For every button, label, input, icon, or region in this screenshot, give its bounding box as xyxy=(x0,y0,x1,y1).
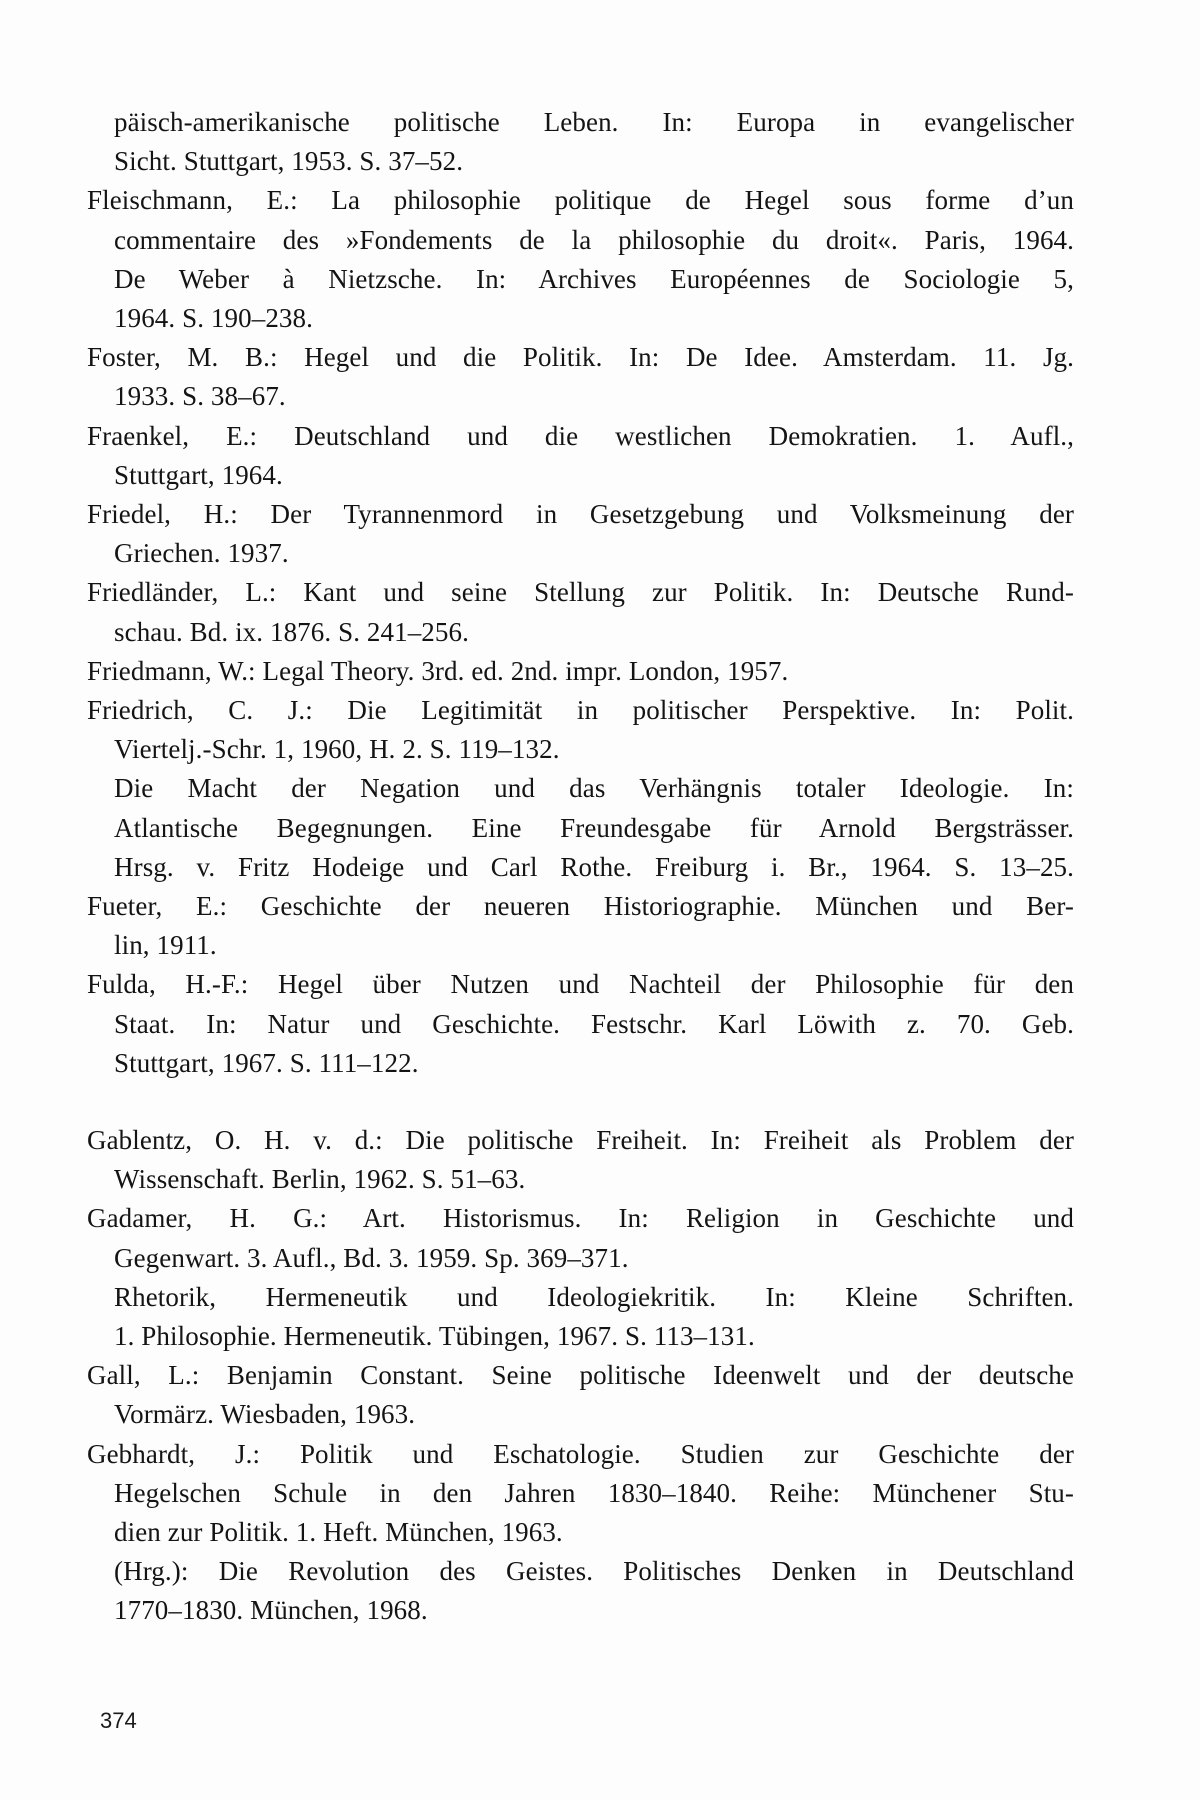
bibliography-entry-continuation-line: 1. Philosophie. Hermeneutik. Tübingen, 1967. S. 113–131. xyxy=(114,1321,755,1351)
bibliography-entry-continuation-line: 1964. S. 190–238. xyxy=(114,303,313,333)
bibliography-entry-continuation-line: Griechen. 1937. xyxy=(114,538,289,568)
bibliography-entry-continuation-line: Die Macht der Negation und das Verhängnis totaler Ideologie. In: xyxy=(114,773,1074,803)
bibliography-entry-continuation-line: Wissenschaft. Berlin, 1962. S. 51–63. xyxy=(114,1164,526,1194)
bibliography-entry-continuation-line: Stuttgart, 1964. xyxy=(114,460,283,490)
bibliography-entry-first-line: Gall, L.: Benjamin Constant. Seine politische Ideenwelt und der deutsche xyxy=(87,1360,1074,1390)
bibliography-entry-continuation-line: Atlantische Begegnungen. Eine Freundesgabe für Arnold Bergsträsser. xyxy=(114,813,1074,843)
bibliography-entry-first-line: Gebhardt, J.: Politik und Eschatologie. Studien zur Geschichte der xyxy=(87,1439,1074,1469)
bibliography-entry-continuation-line: schau. Bd. ix. 1876. S. 241–256. xyxy=(114,617,469,647)
bibliography-entry-continuation-line: dien zur Politik. 1. Heft. München, 1963. xyxy=(114,1517,563,1547)
bibliography-entry-continuation-line: 1933. S. 38–67. xyxy=(114,381,286,411)
bibliography-entry-continuation-line: (Hrg.): Die Revolution des Geistes. Politisches Denken in Deutschland xyxy=(114,1556,1074,1586)
bibliography-entry-continuation-line: 1770–1830. München, 1968. xyxy=(114,1595,428,1625)
bibliography-entry-first-line: Fraenkel, E.: Deutschland und die westlichen Demokratien. 1. Aufl., xyxy=(87,421,1074,451)
bibliography-entry-continuation-line: Rhetorik, Hermeneutik und Ideologiekritik. In: Kleine Schriften. xyxy=(114,1282,1074,1312)
bibliography-entry-continuation-line: Gegenwart. 3. Aufl., Bd. 3. 1959. Sp. 369–371. xyxy=(114,1243,629,1273)
bibliography-entry-continuation-line: päisch-amerikanische politische Leben. In: Europa in evangelischer xyxy=(114,107,1074,137)
bibliography-entry-first-line: Friedrich, C. J.: Die Legitimität in politischer Perspektive. In: Polit. xyxy=(87,695,1074,725)
bibliography-entry-continuation-line: Viertelj.-Schr. 1, 1960, H. 2. S. 119–132. xyxy=(114,734,560,764)
bibliography-entry-first-line: Foster, M. B.: Hegel und die Politik. In: De Idee. Amsterdam. 11. Jg. xyxy=(87,342,1074,372)
bibliography-entry-continuation-line: Staat. In: Natur und Geschichte. Festschr. Karl Löwith z. 70. Geb. xyxy=(114,1009,1074,1039)
bibliography-entry-first-line: Fleischmann, E.: La philosophie politique de Hegel sous forme d’un xyxy=(87,185,1074,215)
bibliography-entry-continuation-line: Hrsg. v. Fritz Hodeige und Carl Rothe. Freiburg i. Br., 1964. S. 13–25. xyxy=(114,852,1074,882)
bibliography-entry-first-line: Fueter, E.: Geschichte der neueren Historiographie. München und Ber- xyxy=(87,891,1074,921)
page-number: 374 xyxy=(100,1708,137,1733)
bibliography-entry-first-line: Friedländer, L.: Kant und seine Stellung zur Politik. In: Deutsche Rund- xyxy=(87,577,1074,607)
bibliography-entry-continuation-line: Hegelschen Schule in den Jahren 1830–1840. Reihe: Münchener Stu- xyxy=(114,1478,1074,1508)
bibliography-entry-first-line: Fulda, H.-F.: Hegel über Nutzen und Nachteil der Philosophie für den xyxy=(87,969,1074,999)
bibliography-entry-first-line: Friedmann, W.: Legal Theory. 3rd. ed. 2nd. impr. London, 1957. xyxy=(87,656,789,686)
bibliography-entry-first-line: Friedel, H.: Der Tyrannenmord in Gesetzgebung und Volksmeinung der xyxy=(87,499,1074,529)
bibliography-entry-continuation-line: Stuttgart, 1967. S. 111–122. xyxy=(114,1048,419,1078)
bibliography-entry-continuation-line: De Weber à Nietzsche. In: Archives Européennes de Sociologie 5, xyxy=(114,264,1074,294)
bibliography-entry-continuation-line: Sicht. Stuttgart, 1953. S. 37–52. xyxy=(114,146,464,176)
bibliography-entry-first-line: Gadamer, H. G.: Art. Historismus. In: Religion in Geschichte und xyxy=(87,1203,1074,1233)
bibliography-entry-continuation-line: Vormärz. Wiesbaden, 1963. xyxy=(114,1399,416,1429)
bibliography-entry-continuation-line: lin, 1911. xyxy=(114,930,217,960)
bibliography-entry-continuation-line: commentaire des »Fondements de la philosophie du droit«. Paris, 1964. xyxy=(114,225,1074,255)
bibliography-entry-first-line: Gablentz, O. H. v. d.: Die politische Freiheit. In: Freiheit als Problem der xyxy=(87,1125,1074,1155)
